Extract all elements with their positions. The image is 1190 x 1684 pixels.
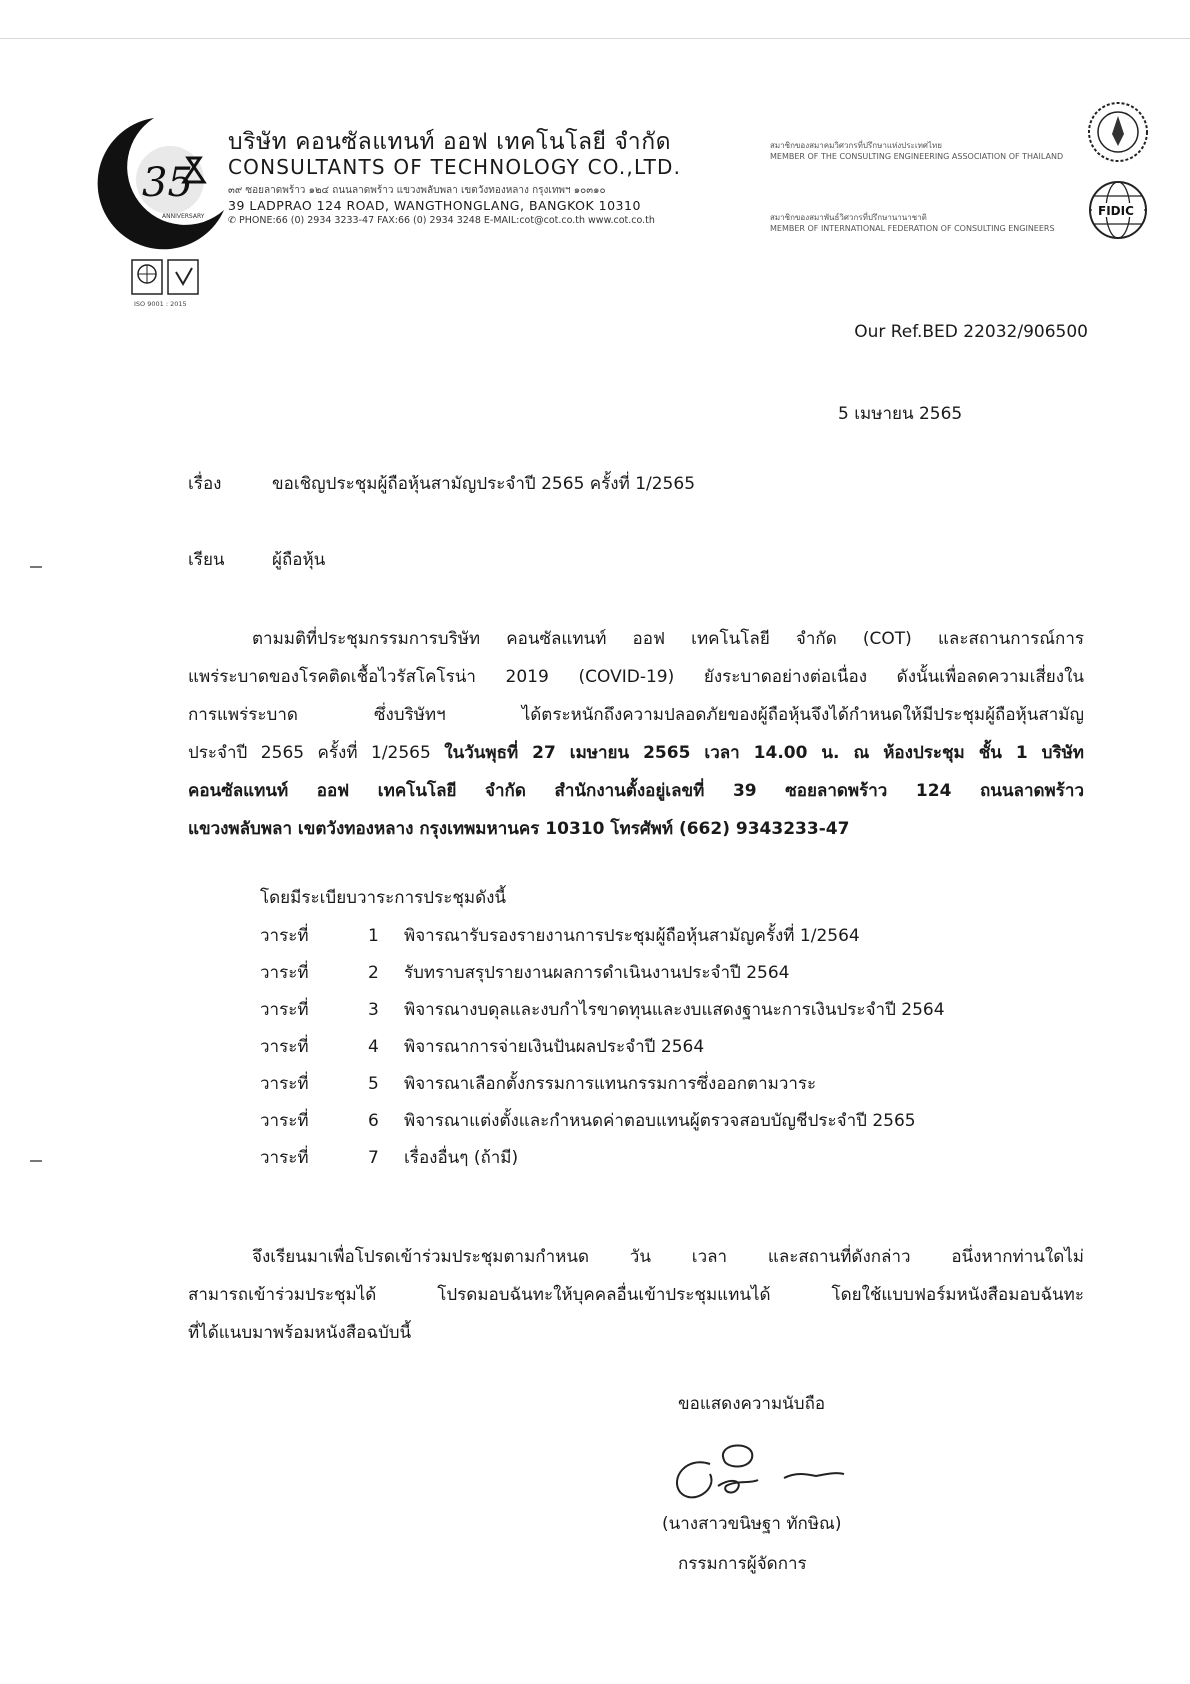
paragraph-line: การแพร่ระบาด ซึ่งบริษัทฯ ได้ตระหนักถึงความปลอดภัยของผู้ถือหุ้นจึงได้กำหนดให้มีประชุมผู้ถือหุ้นสามัญ [188, 705, 1084, 725]
closing-text: ขอแสดงความนับถือ [678, 1394, 826, 1414]
signer-name: (นางสาวขนิษฐา ทักษิณ) [662, 1514, 842, 1534]
handwritten-signature [666, 1434, 866, 1506]
agenda-item: วาระที่ 4 พิจารณาการจ่ายเงินปันผลประจำปี 2564 [260, 1037, 705, 1057]
address-english: 39 LADPRAO 124 ROAD, WANGTHONGLANG, BANGKOK 10310 [228, 198, 641, 213]
association-ceat: สมาชิกของสมาคมวิศวกรที่ปรึกษาแห่งประเทศไทย MEMBER OF THE CONSULTING ENGINEERING ASSOCIATION OF THAILAND [770, 141, 1064, 161]
association-fidic: สมาชิกของสมาพันธ์วิศวกรที่ปรึกษานานาชาติ MEMBER OF INTERNATIONAL FEDERATION OF CONSULTING ENGINEERS [770, 213, 1055, 233]
company-name-thai: บริษัท คอนซัลแทนท์ ออฟ เทคโนโลยี จำกัด [228, 129, 672, 155]
ceat-seal-icon [1086, 100, 1150, 164]
agenda-item: วาระที่ 6 พิจารณาแต่งตั้งและกำหนดค่าตอบแทนผู้ตรวจสอบบัญชีประจำปี 2565 [260, 1111, 916, 1131]
subject-text: ขอเชิญประชุมผู้ถือหุ้นสามัญประจำปี 2565 ครั้งที่ 1/2565 [272, 474, 696, 494]
salutation-text: ผู้ถือหุ้น [272, 550, 326, 570]
letter-date: 5 เมษายน 2565 [838, 404, 963, 424]
address-thai: ๓๙ ซอยลาดพร้าว ๑๒๔ ถนนลาดพร้าว แขวงพลับพลา เขตวังทองหลาง กรุงเทพฯ ๑๐๓๑๐ [228, 185, 606, 196]
body-paragraph-2 [188, 1238, 1084, 1352]
anniversary-35-logo [84, 110, 234, 260]
paragraph-line: คอนซัลแทนท์ ออฟ เทคโนโลยี จำกัด สำนักงานตั้งอยู่เลขที่ 39 ซอยลาดพร้าว 124 ถนนลาดพร้าว [188, 781, 1084, 801]
page-top-edge [0, 38, 1190, 39]
agenda-item: วาระที่ 7 เรื่องอื่นๆ (ถ้ามี) [260, 1148, 519, 1168]
agenda-item: วาระที่ 2 รับทราบสรุปรายงานผลการดำเนินงานประจำปี 2564 [260, 963, 790, 983]
signer-title: กรรมการผู้จัดการ [678, 1554, 807, 1574]
contact-info: ✆ PHONE:66 (0) 2934 3233-47 FAX:66 (0) 2934 3248 E-MAIL:cot@cot.co.th www.cot.co.th [228, 215, 655, 226]
svg-text:ISO 9001 : 2015: ISO 9001 : 2015 [134, 300, 187, 308]
agenda-item: วาระที่ 5 พิจารณาเลือกตั้งกรรมการแทนกรรมการซึ่งออกตามวาระ [260, 1074, 817, 1094]
paragraph-line: จึงเรียนมาเพื่อโปรดเข้าร่วมประชุมตามกำหนด วัน เวลา และสถานที่ดังกล่าว อนึ่งหากท่านใดไม่ [252, 1247, 1084, 1267]
body-paragraph-1 [188, 620, 1084, 848]
paragraph-line: ตามมติที่ประชุมกรรมการบริษัท คอนซัลแทนท์ ออฟ เทคโนโลยี จำกัด (COT) และสถานการณ์การ [252, 629, 1084, 649]
margin-mark [30, 1160, 42, 1162]
iso-certification-mark [128, 258, 208, 310]
paragraph-line: ที่ได้แนบมาพร้อมหนังสือฉบับนี้ [188, 1323, 412, 1343]
salutation-label: เรียน [188, 550, 225, 570]
svg-text:ANNIVERSARY: ANNIVERSARY [162, 213, 205, 220]
paragraph-line: สามารถเข้าร่วมประชุมได้ โปรดมอบฉันทะให้บุคคลอื่นเข้าประชุมแทนได้ โดยใช้แบบฟอร์มหนังสือมอบฉันทะ [188, 1285, 1084, 1305]
margin-mark [30, 566, 42, 568]
agenda-list [260, 918, 945, 1177]
agenda-item: วาระที่ 1 พิจารณารับรองรายงานการประชุมผู้ถือหุ้นสามัญครั้งที่ 1/2564 [260, 926, 860, 946]
paragraph-line: ประจำปี 2565 ครั้งที่ 1/2565 ในวันพุธที่ 27 เมษายน 2565 เวลา 14.00 น. ณ ห้องประชุม ชั้น 1 บริษัท [188, 743, 1084, 763]
phone-icon: ✆ [228, 215, 239, 226]
fidic-globe-icon [1082, 178, 1154, 242]
subject-label: เรื่อง [188, 474, 222, 494]
svg-text:35: 35 [142, 160, 193, 206]
paragraph-line: แขวงพลับพลา เขตวังทองหลาง กรุงเทพมหานคร 10310 โทรศัพท์ (662) 9343233-47 [188, 819, 850, 839]
agenda-intro: โดยมีระเบียบวาระการประชุมดังนี้ [260, 888, 507, 908]
company-letterhead [228, 128, 708, 228]
agenda-item: วาระที่ 3 พิจารณางบดุลและงบกำไรขาดทุนและงบแสดงฐานะการเงินประจำปี 2564 [260, 1000, 945, 1020]
svg-text:FIDIC: FIDIC [1098, 204, 1134, 218]
reference-number: Our Ref.BED 22032/906500 [854, 322, 1088, 342]
paragraph-line: แพร่ระบาดของโรคติดเชื้อไวรัสโคโรน่า 2019 (COVID-19) ยังระบาดอย่างต่อเนื่อง ดังนั้นเพื่อลดความเสี่ยงใน [188, 667, 1084, 687]
company-name-english: CONSULTANTS OF TECHNOLOGY CO.,LTD. [228, 155, 682, 179]
